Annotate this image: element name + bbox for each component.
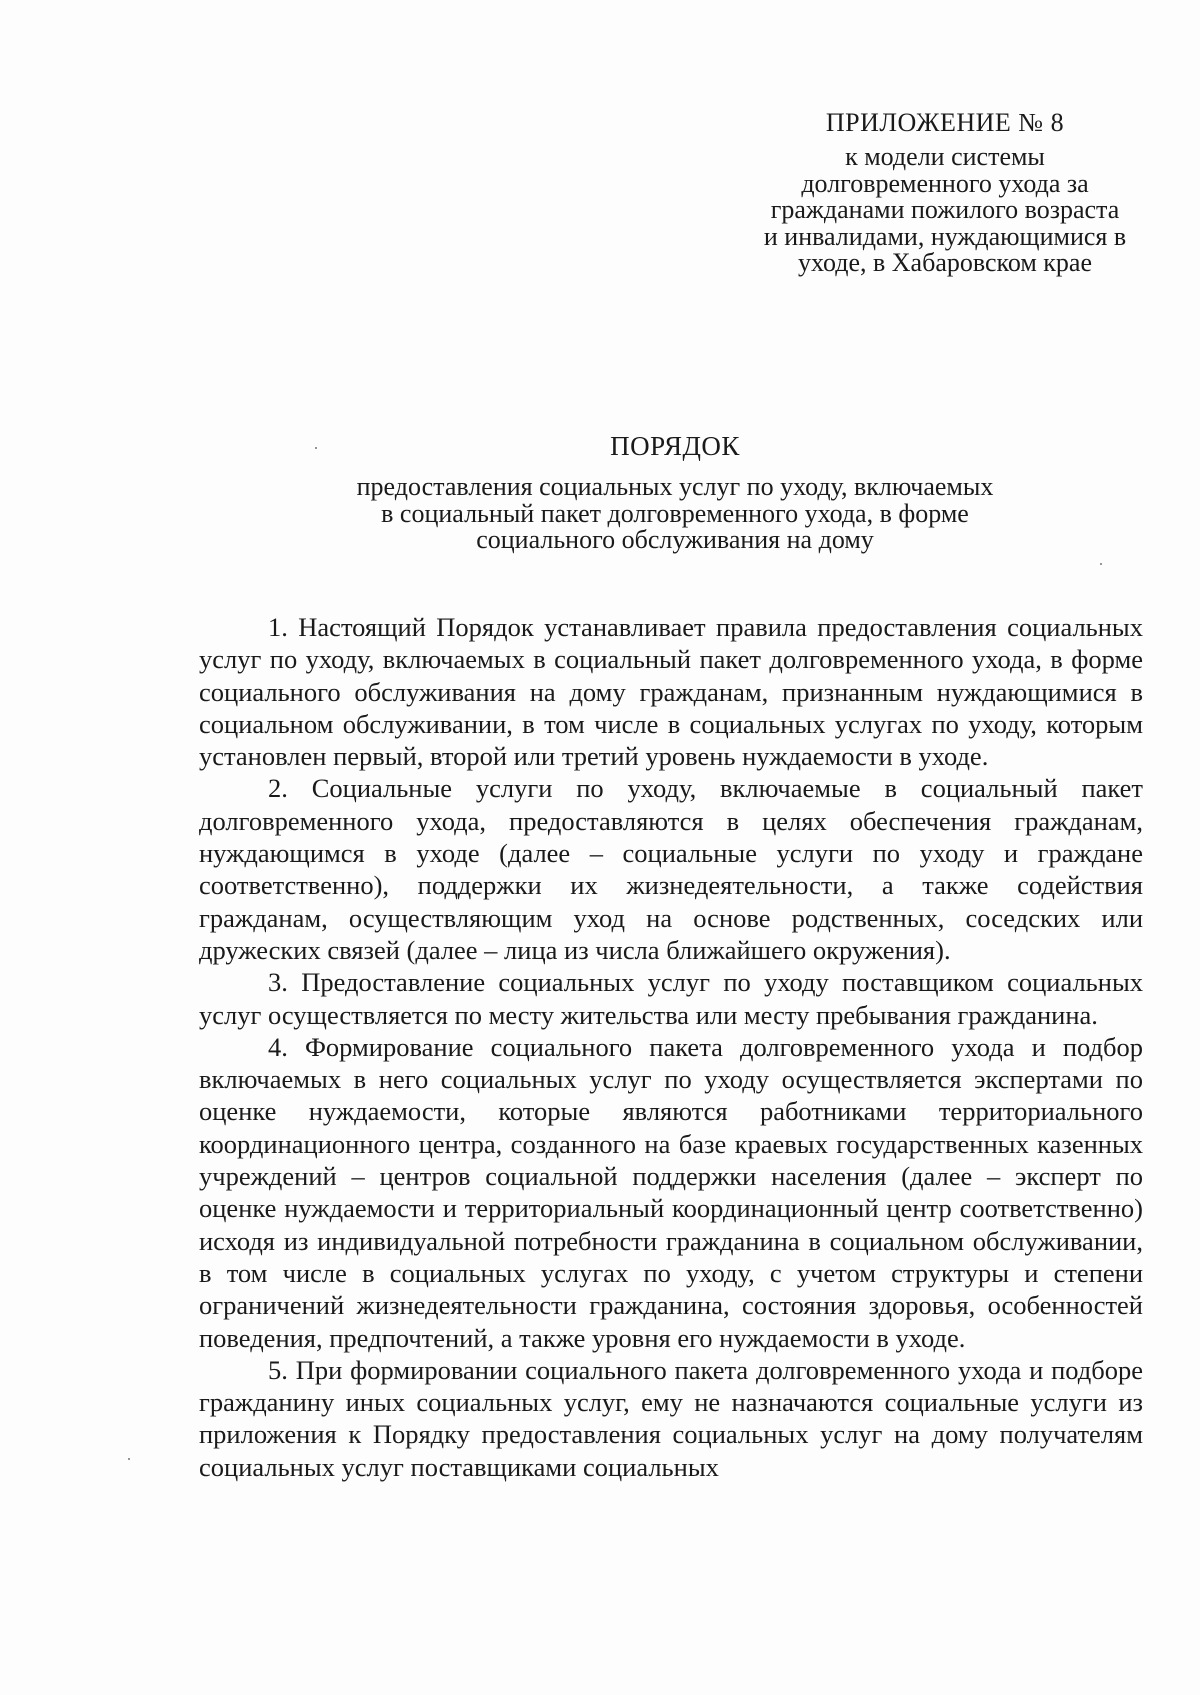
appendix-line: и инвалидами, нуждающимися в — [763, 221, 1127, 251]
subtitle-line: социального обслуживания на дому — [476, 525, 874, 554]
appendix-line: к модели системы — [845, 142, 1045, 171]
subtitle-line: предоставления социальных услуг по уходу, включаемых — [356, 472, 994, 501]
appendix-title: ПРИЛОЖЕНИЕ № 8 — [825, 108, 1065, 137]
paragraph-2: 2. Социальные услуги по уходу, включаемые в социальный пакет долговременного ухода, предоставляются в целях обеспечения гражданам, нуждающимся в уходе (далее – социальные услуги по уходу и граждане соответственно), поддержки их жизнедеятельности, а также содействия гражданам, осуществляющим уход на основе родственных, соседских или дружеских связей (далее – лица из числа ближайшего окружения). — [199, 773, 1143, 965]
paragraph-5: 5. При формировании социального пакета долговременного ухода и подборе гражданину иных социальных услуг, ему не назначаются социальные услуги из приложения к Порядку предоставления социальных услуг на дому получателям социальных услуг поставщиками социальных — [199, 1354, 1143, 1482]
subtitle-line: в социальный пакет долговременного ухода, в форме — [381, 498, 969, 528]
paragraph-1: 1. Настоящий Порядок устанавливает правила предоставления социальных услуг по уходу, включаемых в социальный пакет долговременного ухода, в форме социального обслуживания на дому гражданам, признанным нуждающимися в социальном обслуживании, в том числе в социальных услугах по уходу, которым установлен первый, второй или третий уровень нуждаемости в уходе. — [199, 612, 1143, 772]
document-subtitle — [0, 474, 1200, 554]
document-body — [199, 611, 1143, 1483]
scan-speck — [315, 447, 317, 449]
scan-speck — [128, 1458, 130, 1460]
appendix-line: долговременного ухода за — [801, 168, 1089, 198]
appendix-line: уходе, в Хабаровском крае — [797, 248, 1093, 277]
paragraph-4: 4. Формирование социального пакета долговременного ухода и подбор включаемых в него социальных услуг по уходу осуществляется экспертами по оценке нуждаемости, которые являются работниками территориального координационного центра, созданного на базе краевых государственных казенных учреждений – центров социальной поддержки населения (далее – эксперт по оценке нуждаемости и территориальный координационный центр соответственно) исходя из индивидуальной потребности гражданина в социальном обслуживании, в том числе в социальных услугах по уходу, с учетом структуры и степени ограничений жизнедеятельности гражданина, состояния здоровья, особенностей поведения, предпочтений, а также уровня его нуждаемости в уходе. — [199, 1031, 1143, 1353]
appendix-header — [745, 108, 1145, 277]
paragraph-3: 3. Предоставление социальных услуг по уходу поставщиком социальных услуг осуществляется по месту жительства или месту пребывания гражданина. — [199, 967, 1143, 1030]
document-title: ПОРЯДОК — [610, 431, 740, 461]
scan-speck — [1100, 563, 1102, 565]
appendix-line: гражданами пожилого возраста — [770, 195, 1120, 224]
